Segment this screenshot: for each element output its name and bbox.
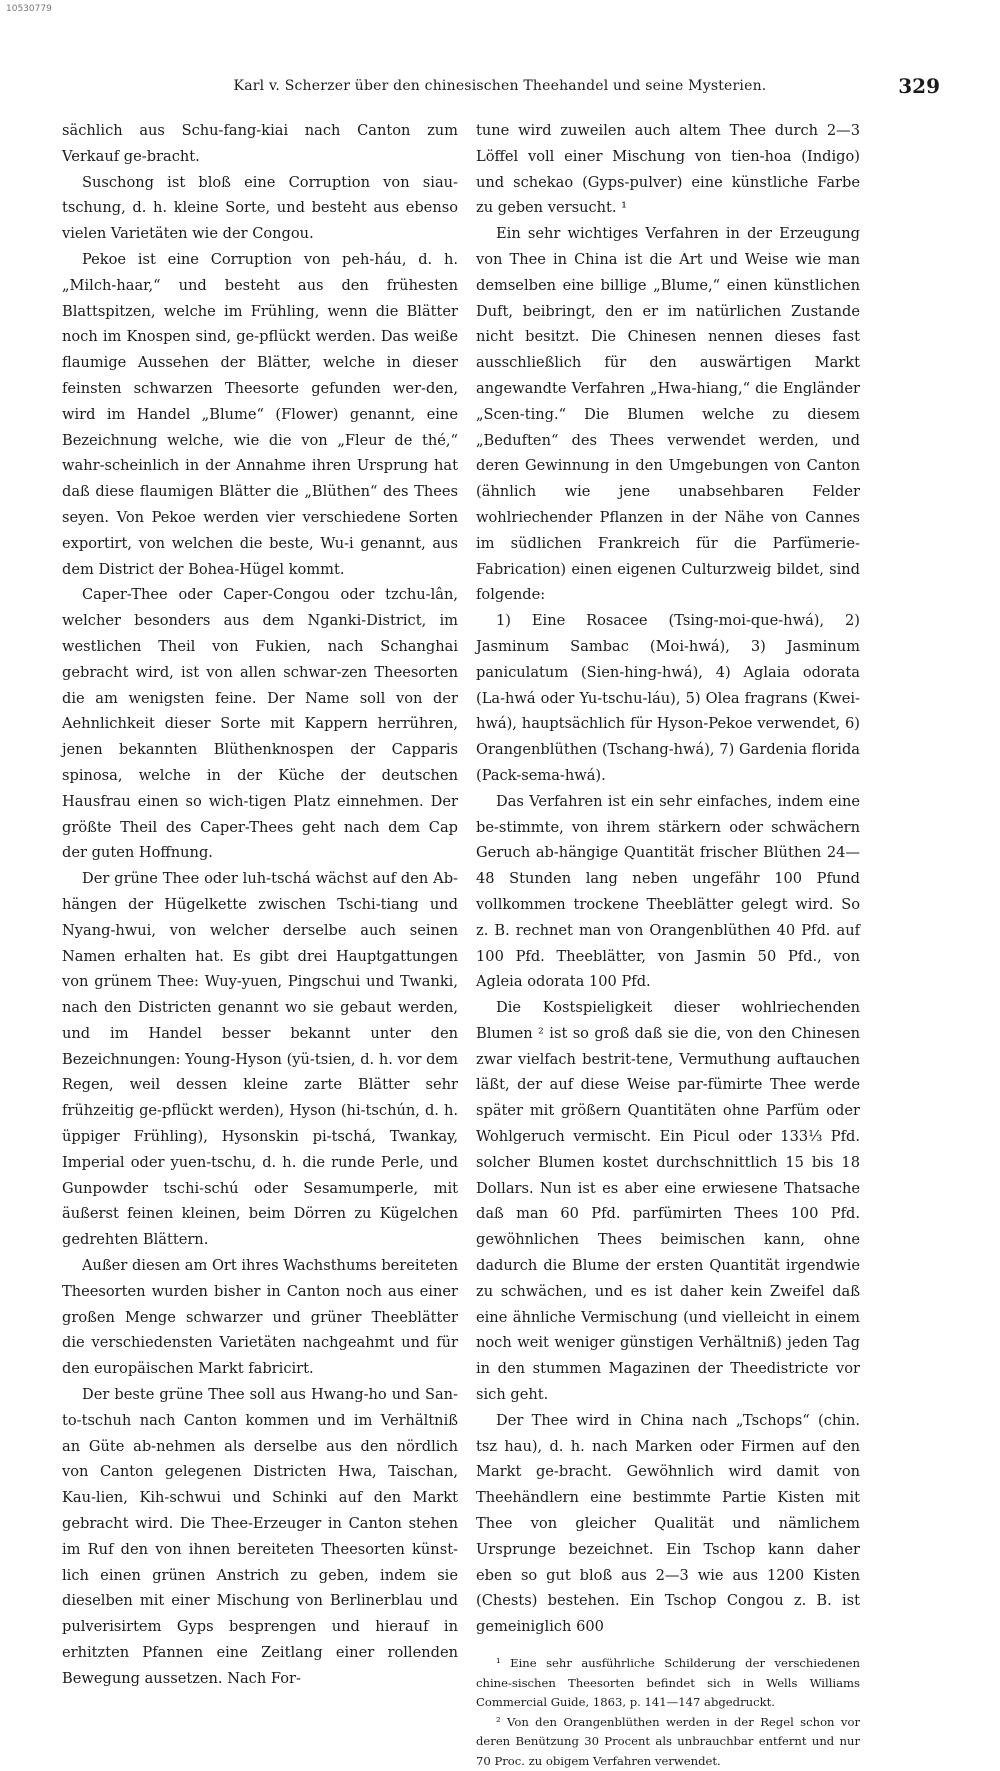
- paragraph: Das Verfahren ist ein sehr einfaches, indem eine be-stimmte, von ihrem stärkern oder schwächern Geruch ab-hängige Quantität frischer Blüthen 24—48 Stunden lang neben ungefähr 100 Pfund vollkommen trockene Theeblätter gelegt wird. So z. B. rechnet man von Orangenblüthen 40 Pfd. auf 100 Pfd. Theeblätter, von Jasmin 50 Pfd., von Agleia odorata 100 Pfd.: [476, 792, 860, 991]
- running-title: Karl v. Scherzer über den chinesischen Theehandel und seine Mysterien.: [233, 78, 767, 94]
- catalog-number: 10530779: [6, 4, 52, 14]
- footnote: ² Von den Orangenblüthen werden in der Regel schon vor deren Benützung 30 Procent als unbrauchbar entfernt und nur 70 Proc. zu obigem Verfahren verwendet.: [476, 1714, 860, 1768]
- paragraph: Pekoe ist eine Corruption von peh-háu, d. h. „Milch-haar,“ und besteht aus den frühesten Blattspitzen, welche im Frühling, wenn die Blätter noch im Knospen sind, ge-pflückt werden. Das weiße flaumige Aussehen der Blätter, welche in dieser feinsten schwarzen Theesorte gefunden wer-den, wird im Handel „Blume“ (Flower) genannt, eine Bezeichnung welche, wie die von „Fleur de thé,“ wahr-scheinlich in der Annahme ihren Ursprung hat daß diese flaumigen Blätter die „Blüthen“ des Thees seyen. Von Pekoe werden vier verschiedene Sorten exportirt, von welchen die beste, Wu-i genannt, aus dem District der Bohea-Hügel kommt.: [62, 250, 458, 578]
- paragraph: Die Kostspieligkeit dieser wohlriechenden Blumen ² ist so groß daß sie die, von den Chinesen zwar vielfach bestrit-tene, Vermuthung auftauchen läßt, der auf diese Weise par-fümirte Thee werde später mit größern Quantitäten ohne Parfüm oder Wohlgeruch vermischt. Ein Picul oder 133⅓ Pfd. solcher Blumen kostet durchschnittlich 15 bis 18 Dollars. Nun ist es aber eine erwiesene Thatsache daß man 60 Pfd. parfümirten Thees 100 Pfd. gewöhnlichen Thees beimischen kann, ohne dadurch die Blume der ersten Quantität irgendwie zu schwächen, und es ist daher kein Zweifel daß eine ähnliche Vermischung (und vielleicht in einem noch weit weniger günstigen Verhältniß) jeden Tag in den stummen Magazinen der Theedistricte vor sich geht.: [476, 999, 860, 1404]
- footnote: ¹ Eine sehr ausführliche Schilderung der verschiedenen chine-sischen Theesorten befindet sich in Wells Williams Commercial Guide, 1863, p. 141—147 abgedruckt.: [476, 1656, 860, 1710]
- paragraph: 1) Eine Rosacee (Tsing-moi-que-hwá), 2) Jasminum Sambac (Moi-hwá), 3) Jasminum paniculatum (Sien-hing-hwá), 4) Aglaia odorata (La-hwá oder Yu-tschu-láu), 5) Olea fragrans (Kwei-hwá), hauptsächlich für Hyson-Pekoe verwendet, 6) Orangenblüthen (Tschang-hwá), 7) Gardenia florida (Pack-sema-hwá).: [476, 612, 860, 784]
- paragraph: Ein sehr wichtiges Verfahren in der Erzeugung von Thee in China ist die Art und Weise wie man demselben eine billige „Blume,“ einen künstlichen Duft, beibringt, den er im natürlichen Zustande nicht besitzt. Die Chinesen nennen dieses fast ausschließlich für den auswärtigen Markt angewandte Verfahren „Hwa-hiang,“ die Engländer „Scen-ting.“ Die Blumen welche zu diesem „Beduften“ des Thees verwendet werden, und deren Gewinnung in den Umgebungen von Canton (ähnlich wie jene unabsehbaren Felder wohlriechender Pflanzen in der Nähe von Cannes im südlichen Frankreich für die Parfümerie-Fabrication) einen eigenen Culturzweig bildet, sind folgende:: [476, 225, 860, 604]
- paragraph: tune wird zuweilen auch altem Thee durch 2—3 Löffel voll einer Mischung von tien-hoa (Indigo) und schekao (Gyps-pulver) eine künstliche Farbe zu geben versucht. ¹: [476, 122, 860, 217]
- paragraph: Caper-Thee oder Caper-Congou oder tzchu-lân, welcher besonders aus dem Nganki-District, im westlichen Theil von Fukien, nach Schanghai gebracht wird, ist von allen schwar-zen Theesorten die am wenigsten feine. Der Name soll von der Aehnlichkeit dieser Sorte mit Kappern herrühren, jenen bekannten Blüthenknospen der Capparis spinosa, welche in der Küche der deutschen Hausfrau einen so wich-tigen Platz einnehmen. Der größte Theil des Caper-Thees geht nach dem Cap der guten Hoffnung.: [62, 586, 458, 862]
- paragraph: Der beste grüne Thee soll aus Hwang-ho und San-to-tschuh nach Canton kommen und im Verhältniß an Güte ab-nehmen als derselbe aus den nördlich von Canton gelegenen Districten Hwa, Taischan, Kau-lien, Kih-schwui und Schinki auf den Markt gebracht wird. Die Thee-Erzeuger in Canton stehen im Ruf den von ihnen bereiteten Theesorten künst-lich einen grünen Anstrich zu geben, indem sie dieselben mit einer Mischung von Berlinerblau und pulverisirtem Gyps besprengen und hierauf in erhitzten Pfannen eine Zeitlang einer rollenden Bewegung aussetzen. Nach For-: [62, 1386, 458, 1687]
- paragraph: Der Thee wird in China nach „Tschops“ (chin. tsz hau), d. h. nach Marken oder Firmen auf den Markt ge-bracht. Gewöhnlich wird damit von Theehändlern eine bestimmte Partie Kisten mit Thee von gleicher Qualität und nämlichem Ursprunge bezeichnet. Ein Tschop kann daher eben so gut bloß aus 2—3 wie aus 1200 Kisten (Chests) bestehen. Ein Tschop Congou z. B. ist gemeiniglich 600: [476, 1411, 860, 1636]
- paragraph: Suschong ist bloß eine Corruption von siau-tschung, d. h. kleine Sorte, und besteht aus ebenso vielen Varietäten wie der Congou.: [62, 173, 458, 243]
- page-number: 329: [898, 74, 940, 98]
- right-column: [476, 118, 860, 1771]
- paragraph: Außer diesen am Ort ihres Wachsthums bereiteten Theesorten wurden bisher in Canton noch aus einer großen Menge schwarzer und grüner Theeblätter die verschiedensten Varietäten nachgeahmt und für den europäischen Markt fabricirt.: [62, 1257, 458, 1378]
- footnotes: [476, 1654, 860, 1771]
- paragraph: sächlich aus Schu-fang-kiai nach Canton zum Verkauf ge-bracht.: [62, 122, 458, 165]
- running-head: [60, 74, 940, 98]
- left-column: [62, 118, 458, 1692]
- paragraph: Der grüne Thee oder luh-tschá wächst auf den Ab-hängen der Hügelkette zwischen Tschi-tiang und Nyang-hwui, von welcher derselbe auch seinen Namen erhalten hat. Es gibt drei Hauptgattungen von grünem Thee: Wuy-yuen, Pingschui und Twanki, nach den Districten genannt wo sie gebaut werden, und im Handel besser bekannt unter den Bezeichnungen: Young-Hyson (yü-tsien, d. h. vor dem Regen, weil dessen kleine zarte Blätter sehr frühzeitig ge-pflückt werden), Hyson (hi-tschún, d. h. üppiger Frühling), Hysonskin pi-tschá, Twankay, Imperial oder yuen-tschu, d. h. die runde Perle, und Gunpowder tschi-schú oder Sesamumperle, mit äußerst feinen kleinen, beim Dörren zu Kügelchen gedrehten Blättern.: [62, 870, 458, 1249]
